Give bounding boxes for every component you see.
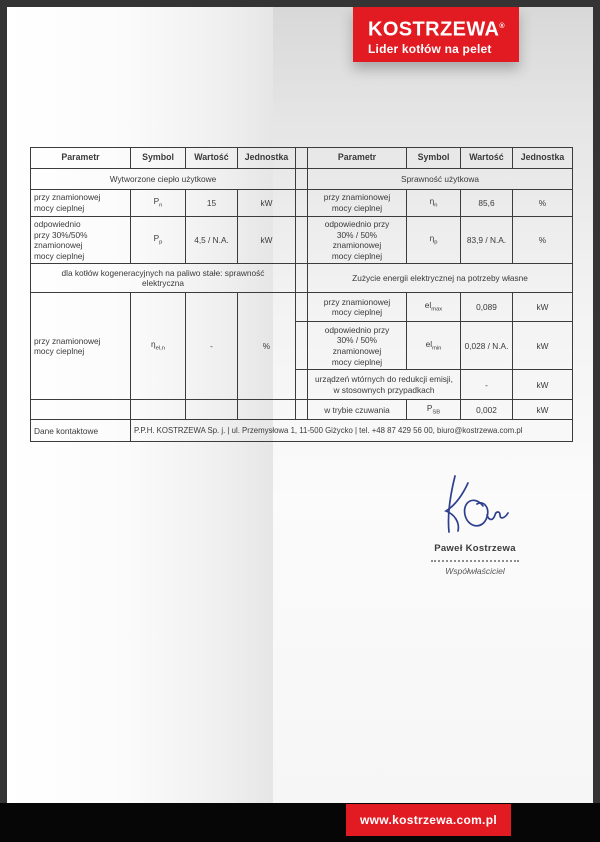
param-cell: odpowiednio przy 30% / 50% znamionowej mocy cieplnej	[308, 217, 407, 264]
symbol-cell: $P_p$	[131, 217, 186, 264]
contact-row	[31, 420, 573, 442]
header-symbol-right: Symbol	[407, 148, 461, 169]
signatory-role: Współwłaściciel	[445, 566, 505, 576]
param-cell: przy znamionowej mocy cieplnej	[308, 293, 407, 322]
logo-brand-word: KOSTRZEWA	[368, 18, 500, 41]
spec-table	[30, 147, 573, 442]
unit-cell: kW	[238, 217, 296, 264]
spacer-cell	[296, 264, 308, 293]
value-cell: 0,089	[461, 293, 513, 322]
unit-cell: %	[238, 293, 296, 400]
section-row-1	[31, 169, 573, 190]
empty-cell	[31, 400, 131, 420]
param-cell: przy znamionowej mocy cieplnej	[308, 190, 407, 217]
symbol-cell: $\eta_n$	[407, 190, 461, 217]
header-symbol-left: Symbol	[131, 148, 186, 169]
unit-cell: kW	[513, 322, 573, 370]
signatory-name: Paweł Kostrzewa	[434, 543, 516, 554]
website-text: www.kostrzewa.com.pl	[360, 813, 497, 827]
header-jednostka-right: Jednostka	[513, 148, 573, 169]
section-cogeneration: dla kotłów kogeneracyjnych na paliwo stałe: sprawność elektryczna	[31, 264, 296, 293]
param-cell: odpowiednio przy 30%/50% znamionowej mocy cieplnej	[31, 217, 131, 264]
unit-cell: kW	[513, 370, 573, 400]
spacer-cell	[296, 190, 308, 217]
signature-image	[434, 473, 516, 535]
logo-tagline: Lider kotłów na pelet	[368, 41, 492, 56]
website-bar	[346, 804, 511, 836]
footer-band	[0, 803, 600, 842]
signature-block	[360, 473, 590, 576]
table-row	[31, 293, 573, 322]
table-header-row	[31, 148, 573, 169]
contact-info: P.P.H. KOSTRZEWA Sp. j. | ul. Przemysłowa 1, 11-500 Giżycko | tel. +48 87 429 56 00, biuro@kostrzewa.com.pl	[131, 420, 573, 442]
unit-cell: %	[513, 217, 573, 264]
header-parametr-left: Parametr	[31, 148, 131, 169]
kostrzewa-logo	[353, 7, 519, 62]
value-cell: -	[461, 370, 513, 400]
spacer-cell	[296, 217, 308, 264]
symbol-cell: $\eta_p$	[407, 217, 461, 264]
header-parametr-right: Parametr	[308, 148, 407, 169]
symbol-cell: $el_{min}$	[407, 322, 461, 370]
header-wartosc-right: Wartość	[461, 148, 513, 169]
logo-brand-text	[368, 16, 519, 41]
section-useful-efficiency: Sprawność użytkowa	[308, 169, 573, 190]
value-cell: -	[186, 293, 238, 400]
section-heat-output: Wytworzone ciepło użytkowe	[31, 169, 296, 190]
contact-label: Dane kontaktowe	[31, 420, 131, 442]
param-cell: urządzeń wtórnych do redukcji emisji, w stosownych przypadkach	[308, 370, 461, 400]
value-cell: 15	[186, 190, 238, 217]
value-cell: 85,6	[461, 190, 513, 217]
symbol-cell: $\eta_{el,n}$	[131, 293, 186, 400]
value-cell: 0,002	[461, 400, 513, 420]
empty-cell	[238, 400, 296, 420]
spacer-cell	[296, 322, 308, 370]
unit-cell: kW	[238, 190, 296, 217]
param-cell: przy znamionowej mocy cieplnej	[31, 293, 131, 400]
param-cell: odpowiednio przy 30% / 50% znamionowej mocy cieplnej	[308, 322, 407, 370]
symbol-cell: $el_{max}$	[407, 293, 461, 322]
spacer-cell	[296, 148, 308, 169]
unit-cell: %	[513, 190, 573, 217]
symbol-cell: $P_n$	[131, 190, 186, 217]
table-row	[31, 400, 573, 420]
signature-dotted-line	[431, 557, 519, 562]
spacer-cell	[296, 293, 308, 322]
spacer-cell	[296, 370, 308, 400]
unit-cell: kW	[513, 293, 573, 322]
unit-cell: kW	[513, 400, 573, 420]
spacer-cell	[296, 400, 308, 420]
empty-cell	[186, 400, 238, 420]
section-row-2	[31, 264, 573, 293]
header-wartosc-left: Wartość	[186, 148, 238, 169]
param-cell: w trybie czuwania	[308, 400, 407, 420]
empty-cell	[131, 400, 186, 420]
spacer-cell	[296, 169, 308, 190]
table-row	[31, 190, 573, 217]
registered-mark: ®	[499, 23, 505, 30]
document-page	[7, 7, 593, 803]
symbol-cell: $P_{SB}$	[407, 400, 461, 420]
param-cell: przy znamionowej mocy cieplnej	[31, 190, 131, 217]
header-jednostka-left: Jednostka	[238, 148, 296, 169]
value-cell: 4,5 / N.A.	[186, 217, 238, 264]
table-row	[31, 217, 573, 264]
value-cell: 0,028 / N.A.	[461, 322, 513, 370]
value-cell: 83,9 / N.A.	[461, 217, 513, 264]
section-electric-consumption: Zużycie energii elektrycznej na potrzeby własne	[308, 264, 573, 293]
